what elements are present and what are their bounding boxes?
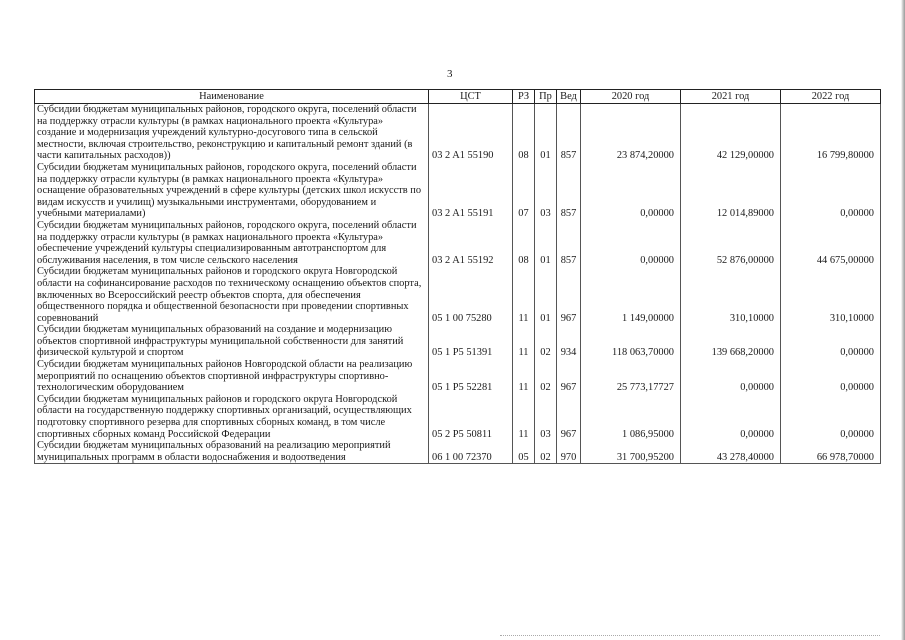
row-rz: 11 [513,266,535,324]
row-name: Субсидии бюджетам муниципальных районов, городского округа, поселений области на поддержку отрасли культуры (в рамках национального проекта «Культура» создание и модернизация учреждений культурно-досугового типа в сельской местности, включая строительство, реконструкцию и капитальный ремонт зданий (в части капитальных расходов)) [35,104,429,162]
header-ved: Вед [557,90,581,104]
row-2020: 31 700,95200 [581,440,681,464]
row-ved: 970 [557,440,581,464]
row-2020: 1 149,00000 [581,266,681,324]
table-row [35,220,881,266]
row-2022: 44 675,00000 [781,220,881,266]
row-cst: 05 1 P5 52281 [429,359,513,394]
row-2021: 42 129,00000 [681,104,781,162]
row-2022: 310,10000 [781,266,881,324]
row-2021: 310,10000 [681,266,781,324]
table-row [35,359,881,394]
row-cst: 05 1 P5 51391 [429,324,513,359]
row-cst: 06 1 00 72370 [429,440,513,464]
row-name: Субсидии бюджетам муниципальных районов и городского округа Новгородской области на государственную поддержку спортивных организаций, осуществляющих подготовку спортивного резерва для спортивных сборных команд, в том числе спортивных сборных команд Российской Федерации [35,394,429,440]
header-2021: 2021 год [681,90,781,104]
row-2021: 0,00000 [681,394,781,440]
row-rz: 11 [513,324,535,359]
row-rz: 08 [513,104,535,162]
row-2020: 1 086,95000 [581,394,681,440]
row-2020: 118 063,70000 [581,324,681,359]
scan-edge-bottom [500,635,880,638]
row-2022: 0,00000 [781,162,881,220]
row-ved: 857 [557,220,581,266]
budget-table [34,89,881,464]
row-ved: 967 [557,359,581,394]
header-row [35,90,881,104]
row-pr: 01 [535,220,557,266]
row-ved: 857 [557,104,581,162]
table-row [35,104,881,162]
row-2021: 12 014,89000 [681,162,781,220]
header-rz: РЗ [513,90,535,104]
row-2020: 0,00000 [581,162,681,220]
table-row [35,324,881,359]
row-rz: 11 [513,394,535,440]
row-name: Субсидии бюджетам муниципальных районов Новгородской области на реализацию мероприятий по оснащению объектов спортивной инфраструктуры спортивно-технологическим оборудованием [35,359,429,394]
row-rz: 11 [513,359,535,394]
header-cst: ЦСТ [429,90,513,104]
row-2022: 66 978,70000 [781,440,881,464]
row-cst: 03 2 A1 55191 [429,162,513,220]
header-name: Наименование [35,90,429,104]
row-2020: 0,00000 [581,220,681,266]
row-2022: 0,00000 [781,394,881,440]
row-cst: 05 1 00 75280 [429,266,513,324]
scan-edge-right [901,0,905,640]
table-row [35,162,881,220]
row-name: Субсидии бюджетам муниципальных районов, городского округа, поселений области на поддержку отрасли культуры (в рамках национального проекта «Культура» обеспечение учреждений культуры специализированным автотранспортом для обслуживания населения, в том числе сельского населения [35,220,429,266]
row-rz: 05 [513,440,535,464]
row-2022: 16 799,80000 [781,104,881,162]
page-number: 3 [447,68,453,80]
row-name: Субсидии бюджетам муниципальных районов и городского округа Новгородской области на софинансирование расходов по техническому оснащению объектов спорта, включенных во Всероссийский реестр объектов спорта, для обеспечения общественного порядка и общественной безопасности при проведении спортивных соревнований [35,266,429,324]
row-ved: 967 [557,394,581,440]
table-row [35,394,881,440]
header-2020: 2020 год [581,90,681,104]
row-2021: 139 668,20000 [681,324,781,359]
row-name: Субсидии бюджетам муниципальных образований на создание и модернизацию объектов спортивной инфраструктуры муниципальной собственности для занятий физической культурой и спортом [35,324,429,359]
row-pr: 02 [535,359,557,394]
row-2020: 23 874,20000 [581,104,681,162]
row-ved: 967 [557,266,581,324]
row-ved: 857 [557,162,581,220]
row-pr: 02 [535,324,557,359]
row-2021: 43 278,40000 [681,440,781,464]
row-pr: 01 [535,266,557,324]
row-pr: 03 [535,162,557,220]
row-ved: 934 [557,324,581,359]
row-rz: 08 [513,220,535,266]
row-name: Субсидии бюджетам муниципальных районов, городского округа, поселений области на поддержку отрасли культуры (в рамках национального проекта «Культура» оснащение образовательных учреждений в сфере культуры (детских школ искусств по видам искусств и училищ) музыкальными инструментами, оборудованием и учебными материалами) [35,162,429,220]
row-pr: 03 [535,394,557,440]
row-2022: 0,00000 [781,324,881,359]
row-2021: 0,00000 [681,359,781,394]
row-2022: 0,00000 [781,359,881,394]
row-pr: 02 [535,440,557,464]
table-row [35,440,881,464]
row-cst: 03 2 A1 55192 [429,220,513,266]
row-name: Субсидии бюджетам муниципальных образований на реализацию мероприятий муниципальных программ в области водоснабжения и водоотведения [35,440,429,464]
header-pr: Пр [535,90,557,104]
row-2020: 25 773,17727 [581,359,681,394]
table-row [35,266,881,324]
row-cst: 03 2 A1 55190 [429,104,513,162]
header-2022: 2022 год [781,90,881,104]
row-rz: 07 [513,162,535,220]
row-2021: 52 876,00000 [681,220,781,266]
row-cst: 05 2 P5 50811 [429,394,513,440]
row-pr: 01 [535,104,557,162]
